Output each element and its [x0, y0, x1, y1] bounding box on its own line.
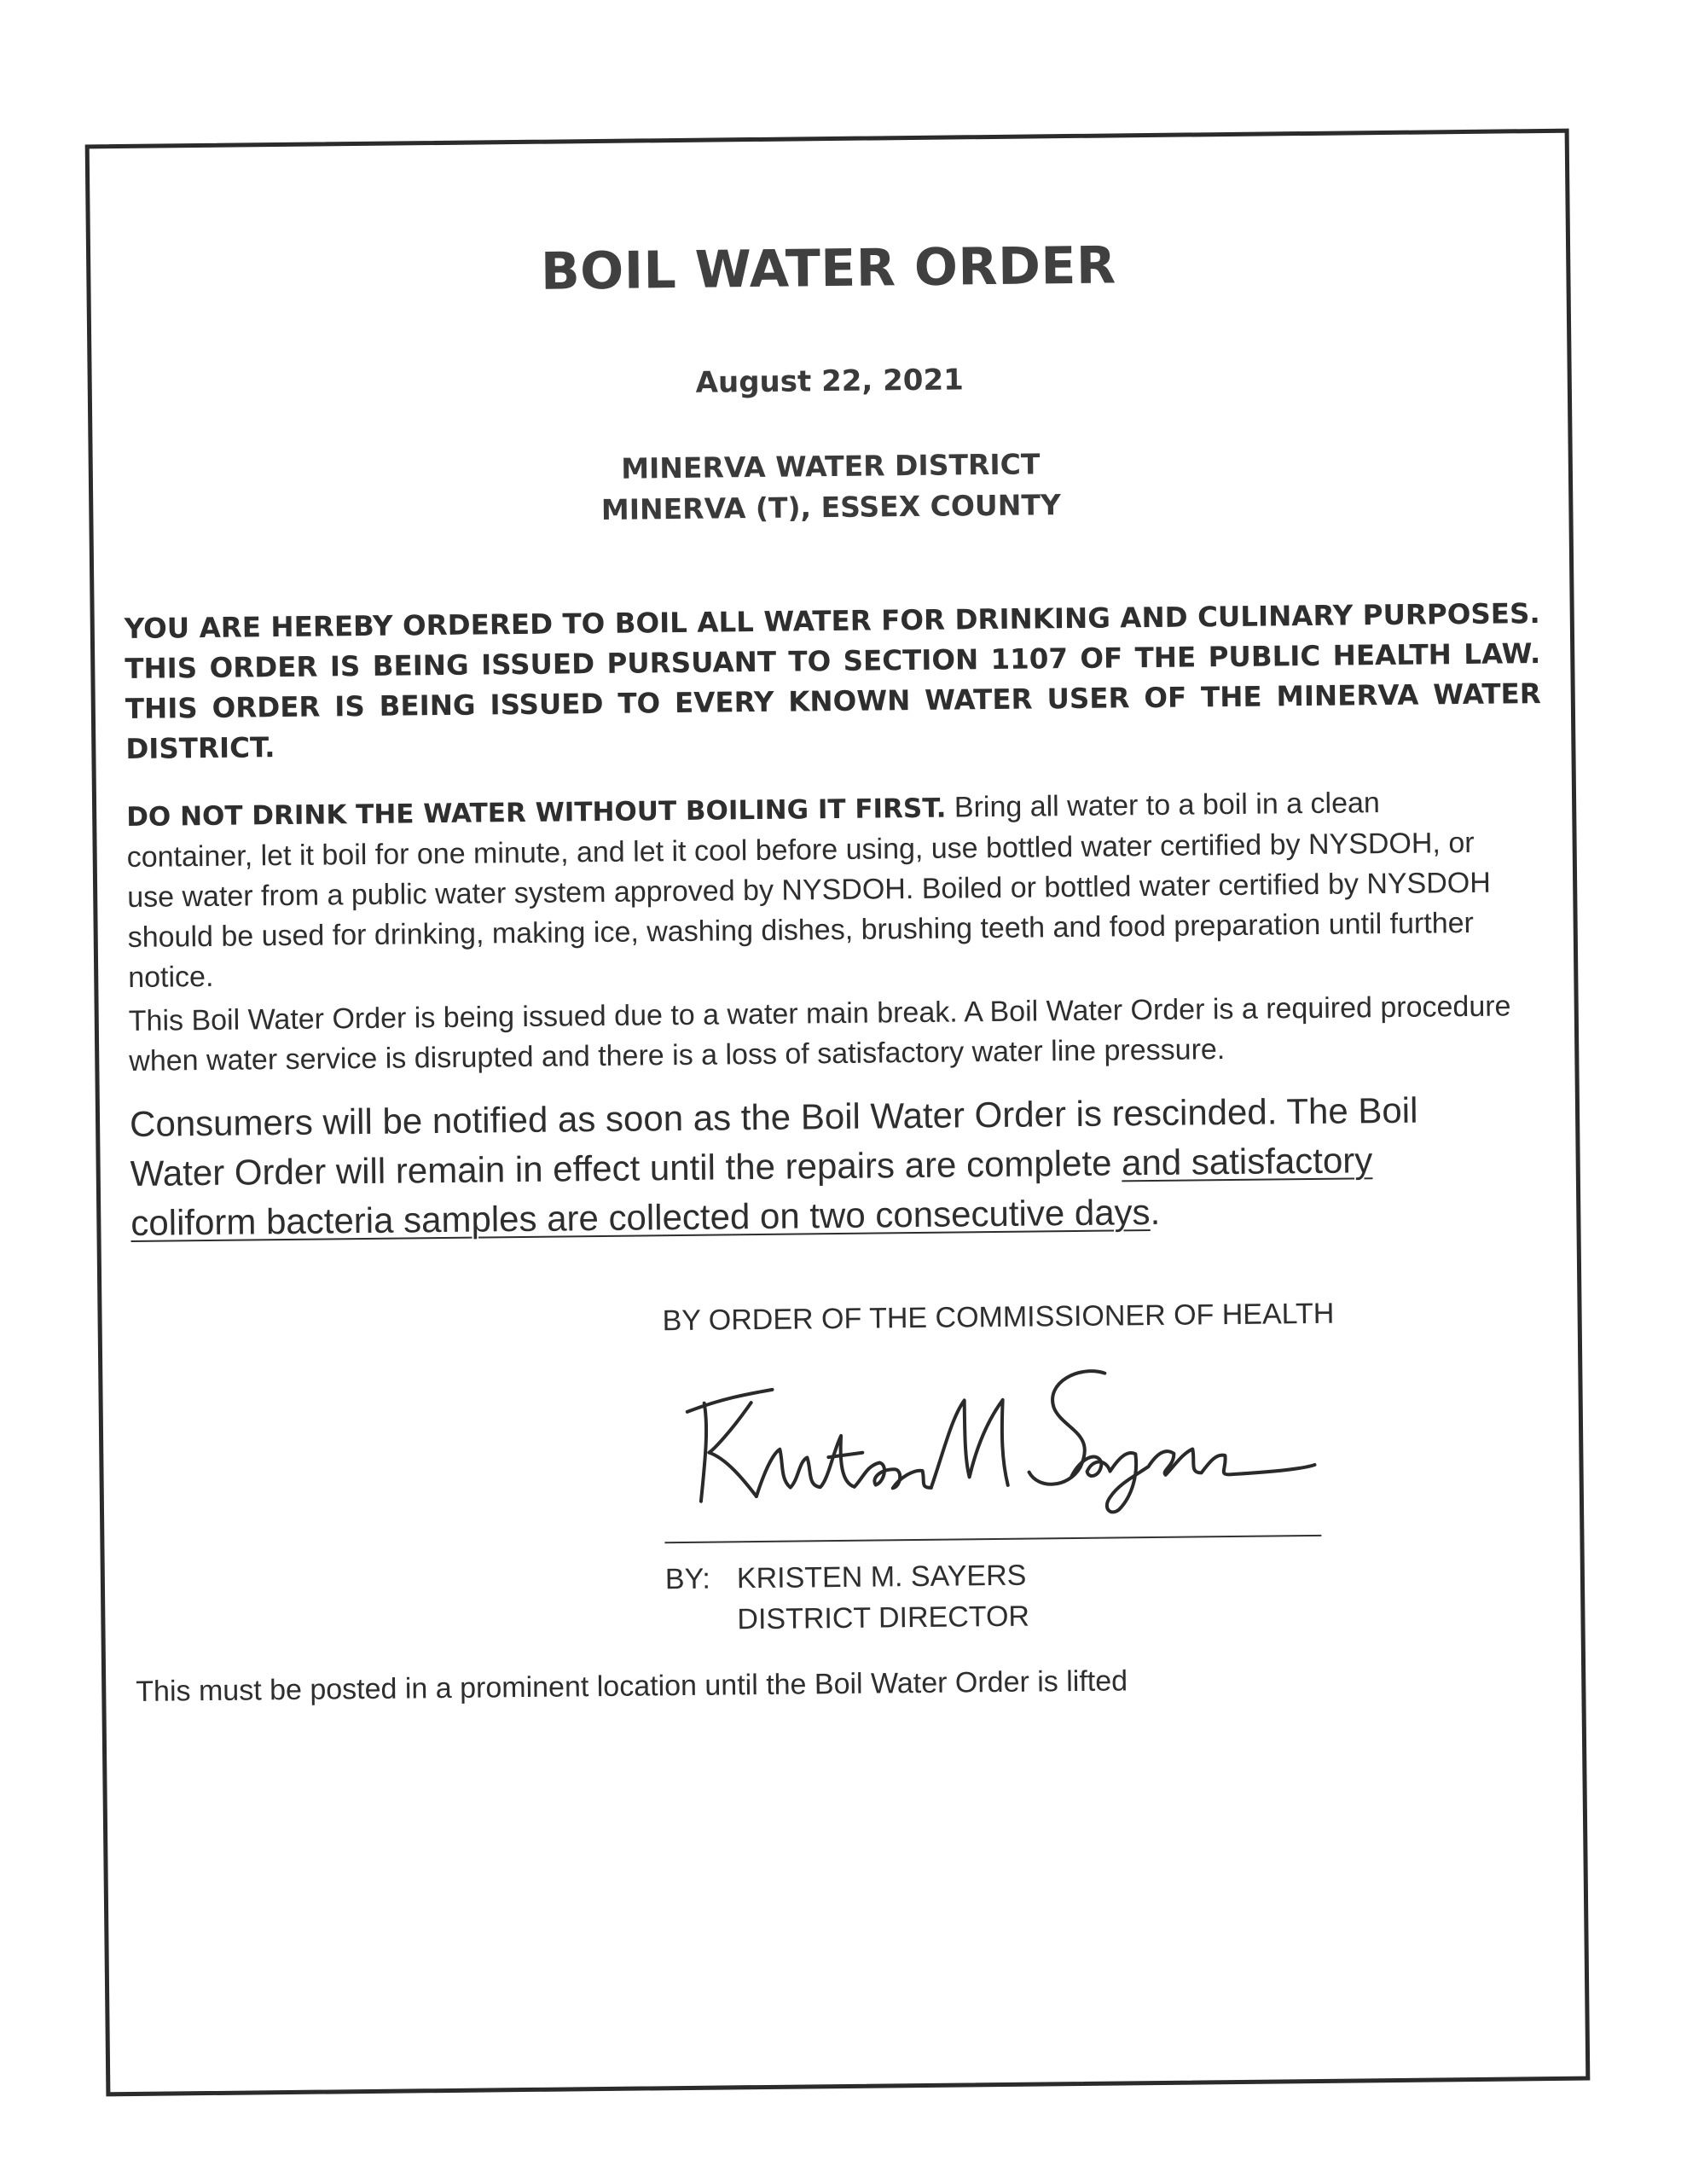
signer-block: [665, 1555, 1030, 1641]
notification-text: Consumers will be notified as soon as the Boil Water Order is rescinded. The Boil Water Order will remain in effect until the repairs are complete: [129, 1089, 1418, 1194]
district-location: MINERVA (T), ESSEX COUNTY: [600, 488, 1061, 526]
district-block: [123, 439, 1539, 536]
instructions-body: Bring all water to a boil in a clean container, let it boil for one minute, and let it cool before using, use bottled water certified by NYSDOH, or use water from a public water system approved by NYSDOH. Boiled or bottled water certified by NYSDOH should be used for drinking, making ice, washing dishes, brushing teeth and food preparation until further notice.: [126, 787, 1491, 994]
reason-paragraph: This Boil Water Order is being issued due to a water main break. A Boil Water Order is a required procedure when water service is disrupted and there is a loss of satisfactory water line pressure.: [128, 990, 1511, 1077]
authority-line: BY ORDER OF THE COMMISSIONER OF HEALTH: [662, 1297, 1335, 1338]
signer-title: DISTRICT DIRECTOR: [737, 1600, 1030, 1636]
district-name: MINERVA WATER DISTRICT: [620, 447, 1041, 485]
instructions-lead: DO NOT DRINK THE WATER WITHOUT BOILING IT FIRST.: [126, 793, 947, 834]
signer-name-row: [665, 1555, 1029, 1600]
notice-content: [119, 133, 1541, 1708]
posting-note: This must be posted in a prominent location until the Boil Water Order is lifted: [136, 1664, 1128, 1708]
signer-name: KRISTEN M. SAYERS: [736, 1559, 1027, 1595]
page-title: BOIL WATER ORDER: [540, 235, 1116, 302]
order-date: August 22, 2021: [695, 363, 964, 400]
instructions-paragraph: [126, 781, 1510, 998]
handwritten-signature: [670, 1345, 1319, 1523]
notification-paragraph: [130, 1085, 1462, 1248]
signer-label: BY:: [664, 1562, 711, 1596]
notification-end: .: [1150, 1191, 1161, 1233]
notice-border: [85, 129, 1591, 2097]
notification-underlined: and satisfactory coliform bacteria samples are collected on two consecutive days: [130, 1140, 1373, 1243]
signature-line: [664, 1535, 1321, 1543]
order-statement: YOU ARE HEREBY ORDERED TO BOIL ALL WATER FOR DRINKING AND CULINARY PURPOSES. THIS ORDER IS BEING ISSUED PURSUANT TO SECTION 1107 OF THE PUBLIC HEALTH LAW. THIS ORDER IS BEING ISSUED TO EVERY KNOWN WATER USER OF THE MINERVA WATER DISTRICT.: [124, 597, 1541, 766]
